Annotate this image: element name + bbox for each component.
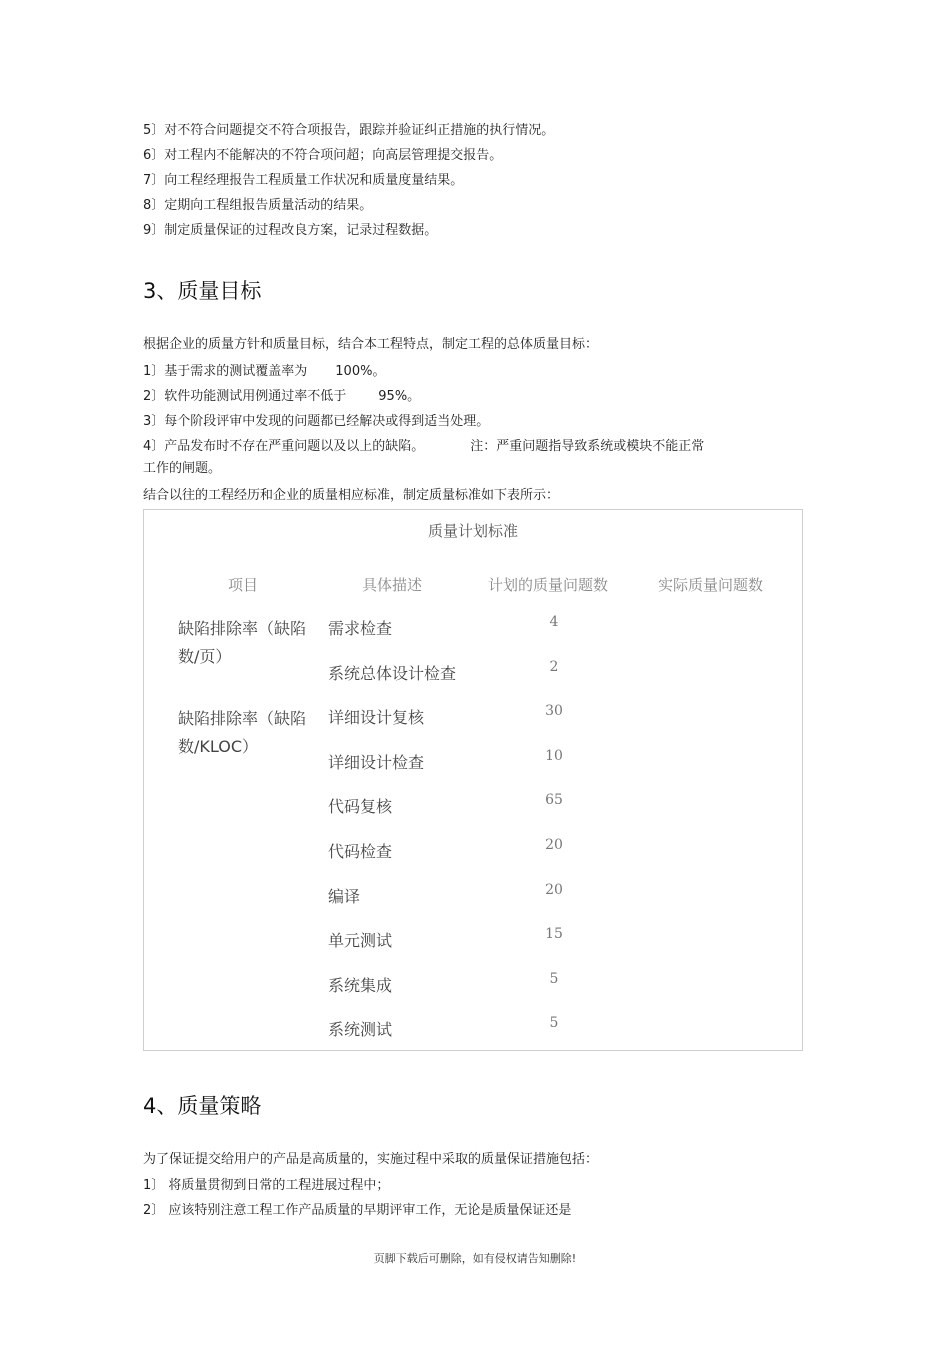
table-row-description: 单元测试 bbox=[328, 931, 393, 950]
group-label: 数/页） bbox=[178, 647, 232, 666]
column-header-item: 项目 bbox=[228, 576, 259, 594]
list-item: 6〕对工程内不能解决的不符合项问超；向高层管理提交报告。 bbox=[143, 148, 503, 163]
table-row-description: 编译 bbox=[328, 887, 361, 906]
table-row-planned: 65 bbox=[545, 792, 563, 808]
table-row-planned: 5 bbox=[549, 1015, 559, 1031]
table-row-planned: 2 bbox=[549, 659, 559, 675]
goal-text: 2〕软件功能测试用例通过率不低于 bbox=[143, 389, 347, 404]
list-item: 5〕对不符合问题提交不符合项报告，跟踪并验证纠正措施的执行情况。 bbox=[143, 123, 555, 138]
list-item: 8〕定期向工程组报告质量活动的结果。 bbox=[143, 198, 373, 213]
table-row-description: 详细设计复核 bbox=[328, 708, 425, 727]
goal-note: 注：严重问题指导致系统或模块不能正常 bbox=[470, 439, 705, 454]
table-row-planned: 30 bbox=[545, 703, 563, 719]
table-row-description: 详细设计检查 bbox=[328, 753, 425, 772]
table-row-planned: 4 bbox=[549, 614, 559, 630]
column-header-actual: 实际质量问题数 bbox=[658, 576, 764, 594]
page-footer: 页脚下载后可删除，如有侵权请告知删除! bbox=[373, 1252, 577, 1265]
list-item: 1〕 将质量贯彻到日常的工程进展过程中； bbox=[143, 1178, 390, 1193]
goal-text: 1〕基于需求的测试覆盖率为 bbox=[143, 364, 308, 379]
table-row-description: 系统总体设计检查 bbox=[328, 664, 457, 683]
goal-value: 95%。 bbox=[378, 389, 421, 404]
table-row-planned: 10 bbox=[545, 748, 563, 764]
group-label: 缺陷排除率（缺陷 bbox=[178, 709, 307, 728]
column-header-planned: 计划的质量问题数 bbox=[488, 576, 609, 594]
section-heading: 3、质量目标 bbox=[143, 279, 262, 303]
goal-item bbox=[143, 363, 385, 381]
table-row-description: 系统集成 bbox=[328, 976, 393, 995]
table-title: 质量计划标准 bbox=[427, 522, 518, 540]
section-heading: 4、质量策略 bbox=[143, 1094, 262, 1118]
goal-item bbox=[143, 388, 420, 406]
goal-item-continuation: 工作的闸题。 bbox=[143, 461, 222, 476]
table-row-description: 代码检查 bbox=[328, 842, 393, 861]
paragraph: 为了保证提交给用户的产品是高质量的，实施过程中采取的质量保证措施包括： bbox=[143, 1152, 599, 1167]
table-row-description: 系统测试 bbox=[328, 1020, 393, 1039]
table-row-description: 代码复核 bbox=[328, 797, 393, 816]
table-row-planned: 20 bbox=[545, 882, 563, 898]
column-header-description: 具体描述 bbox=[362, 576, 423, 594]
list-item: 7〕向工程经理报告工程质量工作状况和质量度量结果。 bbox=[143, 173, 464, 188]
table-row-planned: 5 bbox=[549, 971, 559, 987]
quality-plan-table bbox=[143, 509, 803, 1051]
table-row-planned: 20 bbox=[545, 837, 563, 853]
goal-item: 3〕每个阶段评审中发现的问题都已经解决或得到适当处理。 bbox=[143, 414, 490, 429]
group-label: 缺陷排除率（缺陷 bbox=[178, 619, 307, 638]
paragraph: 结合以往的工程经历和企业的质量相应标准，制定质量标准如下表所示： bbox=[143, 488, 560, 503]
goal-value: 100%。 bbox=[335, 364, 386, 379]
paragraph: 根据企业的质量方针和质量目标，结合本工程特点，制定工程的总体质量目标： bbox=[143, 337, 599, 352]
goal-item bbox=[143, 438, 704, 456]
table-row-description: 需求检查 bbox=[328, 619, 393, 638]
goal-text: 4〕产品发布时不存在严重问题以及以上的缺陷。 bbox=[143, 439, 425, 454]
group-label: 数/KLOC） bbox=[178, 737, 258, 756]
table-row-planned: 15 bbox=[545, 926, 563, 942]
list-item: 9〕制定质量保证的过程改良方案，记录过程数据。 bbox=[143, 223, 438, 238]
list-item: 2〕 应该特别注意工程工作产品质量的早期评审工作，无论是质量保证还是 bbox=[143, 1203, 572, 1218]
